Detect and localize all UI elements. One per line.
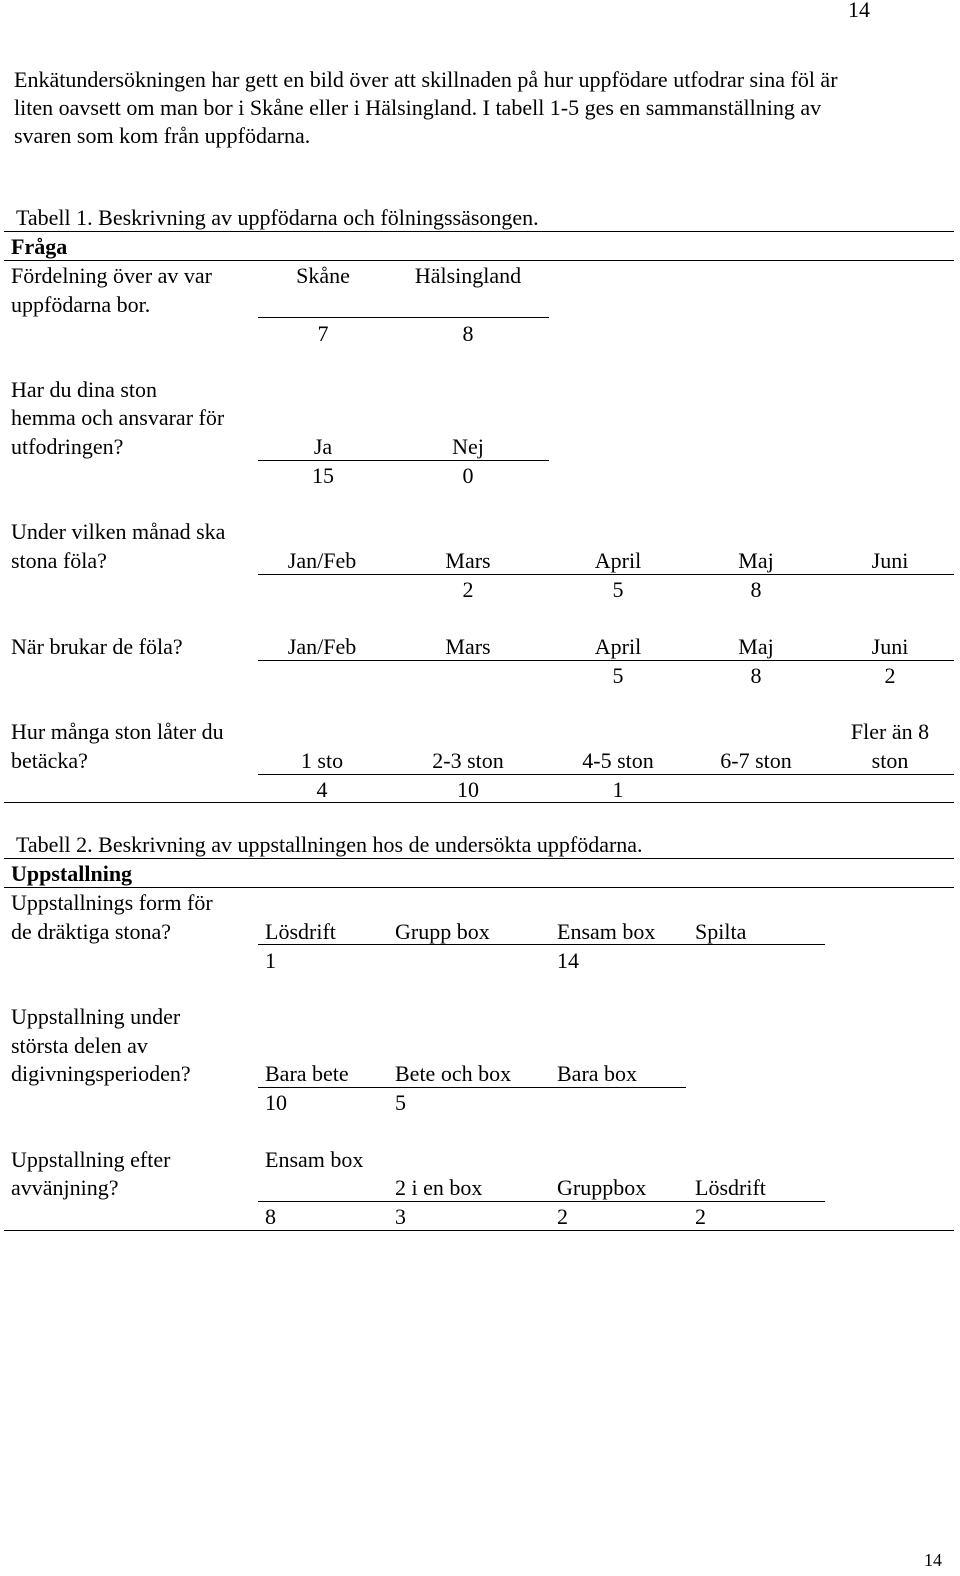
t2-q2-col-rule bbox=[258, 1087, 686, 1088]
q5-col-6-7-ston: 6-7 ston bbox=[720, 748, 792, 773]
q1-label-line-2: uppfödarna bor. bbox=[11, 292, 151, 317]
q2-value-ja: 15 bbox=[312, 463, 334, 488]
q3-col-rule bbox=[258, 574, 954, 575]
t2-q3-value-2-i-en-box: 3 bbox=[395, 1204, 406, 1229]
q4-col-april: April bbox=[594, 634, 642, 659]
q5-col-fler-an-8-line-2: ston bbox=[871, 748, 909, 773]
t2-q1-value-ensam-box: 14 bbox=[557, 948, 579, 973]
q4-label-line-1: När brukar de föla? bbox=[11, 634, 183, 659]
q1-col-halsingland: Hälsingland bbox=[414, 263, 522, 288]
q1-value-halsingland: 8 bbox=[462, 321, 474, 346]
q5-col-rule bbox=[258, 774, 954, 775]
q5-col-fler-an-8-line-1: Fler än 8 bbox=[850, 719, 930, 744]
q4-col-janfeb: Jan/Feb bbox=[287, 634, 357, 659]
q5-col-2-3-ston: 2-3 ston bbox=[432, 748, 504, 773]
t2-q2-label-line-1: Uppstallning under bbox=[11, 1004, 181, 1029]
t2-q3-col-losdrift: Lösdrift bbox=[695, 1175, 766, 1200]
intro-line-1: Enkätundersökningen har gett en bild över att skillnaden på hur uppfödare utfodrar sina föl är bbox=[14, 67, 838, 92]
q1-value-skane: 7 bbox=[317, 321, 329, 346]
q2-value-nej: 0 bbox=[462, 463, 474, 488]
t2-q1-col-rule bbox=[258, 944, 825, 945]
q3-value-mars: 2 bbox=[462, 577, 474, 602]
page-number-bottom: 14 bbox=[924, 1550, 942, 1570]
table-2-bottom-rule bbox=[4, 1230, 954, 1231]
t2-q2-label-line-2: största delen av bbox=[11, 1033, 148, 1058]
q2-label-line-2: hemma och ansvarar för bbox=[11, 405, 225, 430]
t2-q1-value-losdrift: 1 bbox=[265, 948, 276, 973]
table-2-header-rule bbox=[4, 887, 954, 888]
q5-value-4-5-ston: 1 bbox=[612, 777, 624, 802]
t2-q3-value-ensam-box: 8 bbox=[265, 1204, 276, 1229]
q4-value-juni: 2 bbox=[884, 663, 896, 688]
t2-q1-col-spilta: Spilta bbox=[695, 919, 747, 944]
q5-value-1-sto: 4 bbox=[316, 777, 328, 802]
intro-line-3: svaren som kom från uppfödarna. bbox=[14, 123, 311, 148]
q1-col-skane: Skåne bbox=[296, 263, 350, 288]
table-1-header-rule bbox=[4, 260, 954, 261]
t2-q3-label-line-1: Uppstallning efter bbox=[11, 1147, 171, 1172]
t2-q3-col-gruppbox: Gruppbox bbox=[557, 1175, 647, 1200]
q3-col-janfeb: Jan/Feb bbox=[287, 548, 357, 573]
q5-label-line-2: betäcka? bbox=[11, 748, 88, 773]
t2-q3-col-2-i-en-box: 2 i en box bbox=[395, 1175, 483, 1200]
t2-q2-col-bara-bete: Bara bete bbox=[265, 1061, 349, 1086]
t2-q1-label-line-1: Uppstallnings form för bbox=[11, 890, 213, 915]
t2-q3-value-losdrift: 2 bbox=[695, 1204, 706, 1229]
table-1-bottom-rule bbox=[4, 802, 954, 803]
q3-label-line-2: stona föla? bbox=[11, 548, 107, 573]
q4-col-rule bbox=[258, 660, 954, 661]
t2-q2-label-line-3: digivningsperioden? bbox=[11, 1061, 191, 1086]
q2-col-rule bbox=[258, 460, 549, 461]
t2-q1-col-ensam-box: Ensam box bbox=[557, 919, 656, 944]
q4-col-juni: Juni bbox=[871, 634, 909, 659]
t2-q1-col-grupp-box: Grupp box bbox=[395, 919, 490, 944]
q4-value-maj: 8 bbox=[750, 663, 762, 688]
q5-value-2-3-ston: 10 bbox=[457, 777, 479, 802]
q3-value-maj: 8 bbox=[750, 577, 762, 602]
intro-paragraph bbox=[14, 66, 944, 150]
table-2-caption: Tabell 2. Beskrivning av uppstallningen hos de undersökta uppfödarna. bbox=[16, 832, 643, 857]
t2-q3-label-line-2: avvänjning? bbox=[11, 1175, 119, 1200]
q3-value-april: 5 bbox=[612, 577, 624, 602]
q4-col-mars: Mars bbox=[445, 634, 491, 659]
page-number-top: 14 bbox=[848, 0, 870, 22]
t2-q2-col-bete-och-box: Bete och box bbox=[395, 1061, 512, 1086]
q5-col-1-sto: 1 sto bbox=[300, 748, 344, 773]
q3-col-mars: Mars bbox=[445, 548, 491, 573]
q3-col-juni: Juni bbox=[871, 548, 909, 573]
t2-q3-col-rule bbox=[258, 1201, 825, 1202]
q3-label-line-1: Under vilken månad ska bbox=[11, 519, 226, 544]
t2-q1-label-line-2: de dräktiga stona? bbox=[11, 919, 172, 944]
q3-col-maj: Maj bbox=[738, 548, 774, 573]
t2-q2-col-bara-box: Bara box bbox=[557, 1061, 638, 1086]
t2-q2-value-bara-bete: 10 bbox=[265, 1090, 287, 1115]
q2-label-line-3: utfodringen? bbox=[11, 434, 124, 459]
q3-col-april: April bbox=[594, 548, 642, 573]
table-2-top-rule bbox=[4, 858, 954, 859]
q2-col-nej: Nej bbox=[452, 434, 484, 459]
q5-label-line-1: Hur många ston låter du bbox=[11, 719, 224, 744]
table-1-header: Fråga bbox=[11, 234, 68, 259]
q2-label-line-1: Har du dina ston bbox=[11, 377, 158, 402]
q4-value-april: 5 bbox=[612, 663, 624, 688]
t2-q1-col-losdrift: Lösdrift bbox=[265, 919, 336, 944]
table-2-header: Uppstallning bbox=[11, 861, 133, 886]
table-1-caption: Tabell 1. Beskrivning av uppfödarna och fölningssäsongen. bbox=[16, 205, 539, 230]
q4-col-maj: Maj bbox=[738, 634, 774, 659]
t2-q2-value-bete-och-box: 5 bbox=[395, 1090, 406, 1115]
intro-line-2: liten oavsett om man bor i Skåne eller i Hälsingland. I tabell 1-5 ges en sammanställning av bbox=[14, 95, 822, 120]
q1-label-line-1: Fördelning över av var bbox=[11, 263, 212, 288]
t2-q3-col-ensam-box: Ensam box bbox=[265, 1147, 364, 1172]
table-1-top-rule bbox=[4, 231, 954, 232]
t2-q3-value-gruppbox: 2 bbox=[557, 1204, 568, 1229]
q1-col-rule bbox=[258, 317, 549, 318]
q5-col-4-5-ston: 4-5 ston bbox=[582, 748, 654, 773]
q2-col-ja: Ja bbox=[313, 434, 333, 459]
